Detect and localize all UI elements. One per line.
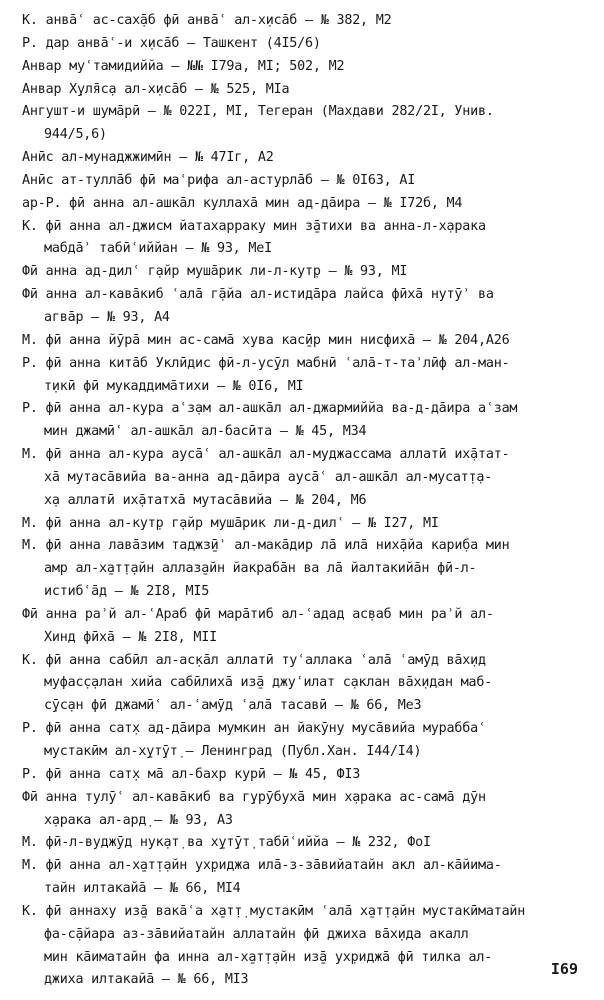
entry-line: К. фӣ аннаху из̱а̄ вака̄ʿа х̱ат̣т̣ мустакӣм ʿала̄ х̱ат̣т̣айн мустакӣматайн — [22, 903, 526, 919]
index-entry — [22, 56, 596, 79]
entry-line: Ангушт-и шума̄рӣ – № 022I, МI, Тегеран (Махдави 282/2I, Унив. — [22, 104, 494, 120]
entry-continuation: джиха илтакайа̄ – № 66, МI3 — [44, 972, 249, 988]
entry-list — [22, 10, 596, 992]
entry-line: Р. фӣ анна сат̣х ад-да̄ира мумкин ан йакӯну муса̄вийа мураббаʿ — [22, 721, 486, 737]
entry-continuation: 944/5,6) — [44, 127, 107, 143]
entry-line: К. фӣ анна ал-джисм йатахарраку мин з̱а̄тихи ва анна-л-х̣арака — [22, 218, 486, 234]
entry-line: Фӣ анна ал-кава̄киб ʿала̄ г̣а̄йа ал-истида̄ра лайса фӣха̄ нутӯʾ ва — [22, 287, 494, 303]
entry-continuation: мабда̄ʾ табӣʿиййан – № 93, МеI — [44, 241, 272, 257]
index-entry — [22, 330, 596, 353]
index-entry — [22, 193, 596, 216]
entry-continuation: х̣арака ал-ард̣ – № 93, А3 — [44, 812, 233, 828]
page-number: I69 — [550, 960, 578, 978]
index-entry — [22, 353, 596, 399]
index-entry — [22, 216, 596, 262]
entry-line: М. фӣ анна ал-кут̣р г̣айр муша̄рик ли-д-дилʿ – № I27, МI — [22, 515, 439, 531]
index-entry — [22, 855, 596, 901]
index-entry — [22, 33, 596, 56]
index-entry — [22, 535, 596, 604]
entry-line: Р. фӣ анна ал-кура аʿз̣ам ал-ашка̄л ал-джармиййа ва-д-да̄ира аʿзам — [22, 401, 518, 417]
entry-line: Р. дар анва̄ʿ-и х̣иса̄б – Ташкент (4I5/6) — [22, 35, 321, 51]
index-entry — [22, 764, 596, 787]
index-entry — [22, 604, 596, 650]
index-entry — [22, 79, 596, 102]
entry-line: Анвар муʿтамидиййа – №№ I79а, МI; 502, М2 — [22, 58, 345, 74]
index-entry — [22, 650, 596, 719]
entry-line: М. фӣ анна йӯра̄ мин ас-сама̄ хува кас̱ӣр мин нис̣фиха̄ – № 204,А26 — [22, 332, 510, 348]
index-entry — [22, 147, 596, 170]
entry-line: Анӣс ат-тулла̄б фӣ маʿрифа ал-астурла̄б – № 0I63, АI — [22, 172, 416, 188]
entry-continuation: Хинд фӣха̄ – № 2I8, МII — [44, 629, 217, 645]
index-entry — [22, 444, 596, 513]
entry-line: М. фӣ анна ал-кура ауса̄ʿ ал-ашка̄л ал-муджассама аллатӣ их̣а̄тат- — [22, 447, 510, 463]
entry-line: Фӣ анна раʾй ал-ʿАраб фӣ мара̄тиб ал-ʿадад ас̣ваб мин раʾй ал- — [22, 606, 494, 622]
entry-line: М. фӣ анна ал-х̱ат̣т̣айн ух̣риджа ила̄-з-за̄вийатайн акл ал-ка̄йима- — [22, 858, 502, 874]
entry-continuation: т̣икӣ фӣ мукаддима̄тихи – № 0I6, МI — [44, 378, 304, 394]
entry-line: М. фӣ-л-вуджӯд нук̣ат̣ ва х̱ут̣ӯт̣ табӣʿиййа – № 232, ФоI — [22, 835, 431, 851]
index-entry — [22, 513, 596, 536]
entry-continuation: фа-с̣а̄йара аз-за̄вийатайн аллатайн фӣ джиха ва̄х̣ида акалл — [44, 926, 469, 942]
index-entry — [22, 787, 596, 833]
entry-line: Фӣ анна ад-дилʿ г̣айр муша̄рик ли-л-кут̣р – № 93, МI — [22, 264, 408, 280]
entry-continuation: амр ал-х̱ат̣т̣айн аллаз̱айн йакраба̄н ва ла̄ йалтакийа̄н фӣ-л- — [44, 561, 477, 577]
entry-continuation: агва̄р – № 93, А4 — [44, 309, 170, 325]
entry-continuation: тайн илтакайа̄ – № 66, МI4 — [44, 881, 241, 897]
entry-continuation: мустакӣм ал-х̱ут̣ӯт̣ – Ленинград (Публ.Хан. I44/I4) — [44, 744, 422, 759]
index-entry — [22, 261, 596, 284]
entry-continuation: с̣ӯс̣ан фӣ джамӣʿ ал-ʿамӯд ʿала̄ тасавӣ – № 66, Ме3 — [44, 698, 422, 714]
entry-line: ар-Р. фӣ анна ал-ашка̄л куллаха̄ мин ад-да̄ира – № I72б, М4 — [22, 195, 463, 211]
index-entry — [22, 901, 596, 992]
index-entry — [22, 718, 596, 764]
entry-continuation: мин ка̄иматайн фа инна ал-х̱ат̣т̣айн из̱а̄ ух̣риджа̄ фӣ тилка ал- — [44, 949, 493, 965]
entry-line: Анвар Х̣уля̄с̣а ал-х̣иса̄б – № 525, МIа — [22, 81, 290, 97]
entry-line: Анӣс ал-мунаджжимӣн – № 47Iг, А2 — [22, 150, 274, 166]
index-entry — [22, 832, 596, 855]
entry-continuation: муфас̣с̣алан хийа сабӣлиха̄ из̱а̄ джуʿилат с̣аклан ва̄х̣идан маб- — [44, 675, 493, 691]
entry-line: Р. фӣ анна кита̄б Уклӣдис фӣ-л-ус̣ӯл мабнӣ ʿала̄-т-таʾлӣф ал-ман- — [22, 355, 510, 371]
entry-line: Р. фӣ анна сат̣х ма̄ ал-бахр курӣ – № 45, ФI3 — [22, 766, 361, 782]
index-entry — [22, 10, 596, 33]
index-entry — [22, 170, 596, 193]
entry-continuation: истибʿа̄д – № 2I8, МI5 — [44, 584, 210, 600]
entry-continuation: ха̄ мутаса̄вийа ва-анна ад-да̄ира ауса̄ʿ ал-ашка̄л ал-мусат̣т̣а- — [44, 469, 493, 485]
entry-line: К. анва̄ʿ ас-сах̣а̄б фӣ анва̄ʿ ал-х̣иса̄б – № 382, М2 — [22, 13, 392, 28]
entry-continuation: х̣а аллатӣ их̣а̄татха̄ мутаса̄вийа – № 204, М6 — [44, 492, 367, 508]
entry-continuation: мин джамӣʿ ал-ашка̄л ал-басӣта – № 45, М34 — [44, 424, 367, 440]
index-entry — [22, 398, 596, 444]
index-entry — [22, 284, 596, 330]
index-entry — [22, 101, 596, 147]
entry-line: М. фӣ анна лава̄зим таджз̱ӣʾ ал-мака̄дир ла̄ ила̄ них̣а̄йа кари̣ба мин — [22, 538, 510, 554]
entry-line: К. фӣ анна сабӣл ал-ас̣ка̄л аллатӣ туʿаллака ʿала̄ ʿамӯд ва̄х̣ид — [22, 652, 486, 668]
entry-line: Фӣ анна тулӯʿ ал-кава̄киб ва г̣урӯбуха̄ мин х̣арака ас-сама̄ дӯн — [22, 789, 486, 805]
